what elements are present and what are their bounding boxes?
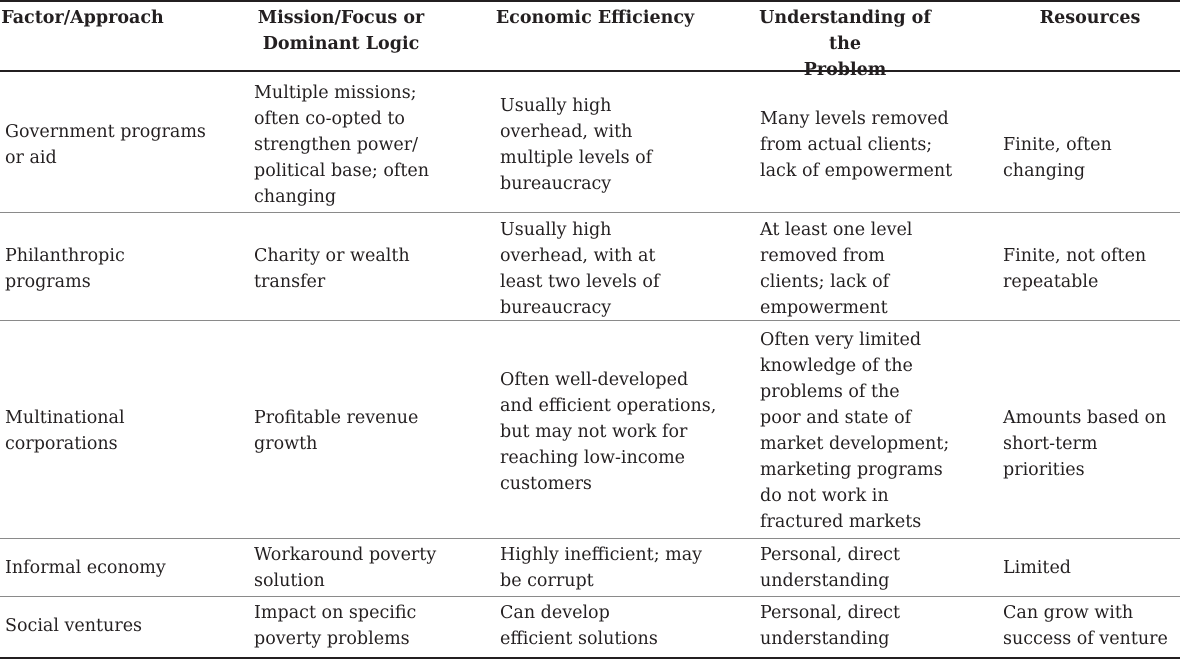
row-divider [0, 538, 1180, 539]
header-resources: Resources [1039, 8, 1141, 28]
table-cell-factor: Government programs or aid [5, 122, 206, 168]
table-cell-factor: Social ventures [5, 616, 143, 636]
table-cell-factor: Informal economy [5, 558, 166, 578]
top-rule [0, 0, 1180, 2]
table-cell-efficiency: Usually high overhead, with at least two levels of bureaucracy [500, 220, 660, 318]
table-cell-understanding: Many levels removed from actual clients; lack of empowerment [760, 109, 953, 181]
table-cell-factor: Multinational corporations [5, 408, 125, 454]
table-cell-efficiency: Highly inefficient; may be corrupt [500, 545, 703, 591]
table-cell-understanding: Personal, direct understanding [760, 545, 901, 591]
table-cell-resources: Finite, often changing [1003, 135, 1112, 181]
table-cell-mission: Multiple missions; often co-opted to strengthen power/ political base; often changing [254, 83, 430, 207]
table-cell-resources: Can grow with success of venture [1003, 603, 1168, 649]
header-understanding: Understanding of the Problem [759, 8, 931, 80]
table-cell-resources: Finite, not often repeatable [1003, 246, 1147, 292]
header-efficiency: Economic Efficiency [495, 8, 695, 28]
table-cell-mission: Charity or wealth transfer [254, 246, 410, 292]
header-factor: Factor/Approach [1, 8, 164, 28]
table-cell-factor: Philanthropic programs [5, 246, 125, 292]
table-cell-understanding: Often very limited knowledge of the problems of the poor and state of market development; marketing programs do not work in fractured markets [760, 330, 950, 532]
header-rule [0, 70, 1180, 72]
table-cell-efficiency: Usually high overhead, with multiple levels of bureaucracy [500, 96, 653, 194]
table-cell-understanding: Personal, direct understanding [760, 603, 901, 649]
table-cell-mission: Workaround poverty solution [254, 545, 437, 591]
table-cell-mission: Profitable revenue growth [254, 408, 419, 454]
table-cell-resources: Limited [1003, 558, 1072, 578]
bottom-rule [0, 657, 1180, 659]
table-cell-efficiency: Can develop efficient solutions [500, 603, 658, 649]
table-cell-mission: Impact on specific poverty problems [254, 603, 417, 649]
header-mission: Mission/Focus or Dominant Logic [257, 8, 425, 54]
table-cell-efficiency: Often well-developed and efficient operations, but may not work for reaching low-income customers [500, 370, 717, 494]
table-cell-understanding: At least one level removed from clients; lack of empowerment [760, 220, 913, 318]
table-cell-resources: Amounts based on short-term priorities [1003, 408, 1167, 480]
row-divider [0, 212, 1180, 213]
row-divider [0, 596, 1180, 597]
